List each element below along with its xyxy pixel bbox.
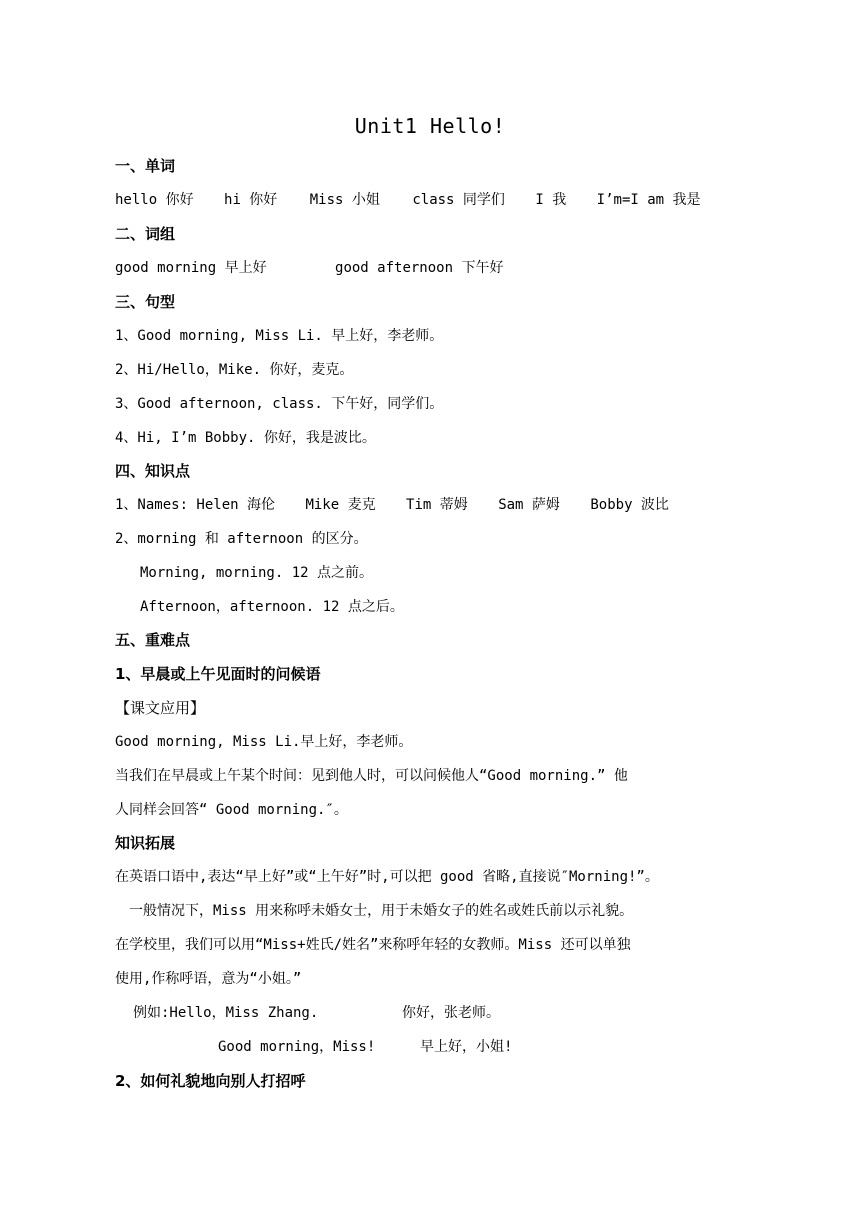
afternoon-line: Afternoon，afternoon. 12 点之后。 — [140, 599, 404, 615]
name-item: Bobby 波比 — [590, 497, 669, 513]
paragraph-line: 当我们在早晨或上午某个时间：见到他人时，可以问候他人“Good morning.” 他 — [115, 768, 628, 784]
phrase-item: good afternoon 下午好 — [335, 260, 504, 276]
paragraph-line: 人同样会回答“ Good morning.″。 — [115, 802, 348, 818]
name-item: Sam 萨姆 — [498, 497, 560, 513]
difficult-heading: 五、重难点 — [115, 631, 191, 649]
name-item: Mike 麦克 — [305, 497, 376, 513]
point1-heading: 1、早晨或上午见面时的问候语 — [115, 665, 321, 683]
name-item: 1、Names: Helen 海伦 — [115, 497, 276, 513]
knowledge-heading: 四、知识点 — [115, 462, 191, 480]
words-line — [115, 190, 701, 210]
sentences-heading: 三、句型 — [115, 293, 176, 311]
phrase-item: good morning 早上好 — [115, 260, 267, 276]
word-item: class 同学们 — [412, 192, 505, 208]
paragraph-line: 一般情况下，Miss 用来称呼未婚女士，用于未婚女子的姓名或姓氏前以示礼貌。 — [129, 903, 634, 919]
extension-heading: 知识拓展 — [115, 834, 176, 852]
sentence-item: 4、Hi, I’m Bobby. 你好，我是波比。 — [115, 430, 376, 446]
paragraph-line: 使用,作称呼语，意为“小姐。” — [115, 971, 302, 987]
name-item: Tim 蒂姆 — [406, 497, 468, 513]
word-item: hello 你好 — [115, 192, 194, 208]
words-heading: 一、单词 — [115, 157, 176, 175]
sentence-item: 1、Good morning, Miss Li. 早上好，李老师。 — [115, 328, 444, 344]
example-line: Good morning，Miss! — [218, 1039, 376, 1055]
paragraph-line: 在英语口语中,表达“早上好”或“上午好”时,可以把 good 省略,直接说″Morning!”。 — [115, 869, 659, 885]
page-title: Unit1 Hello! — [354, 114, 506, 138]
word-item: I 我 — [535, 192, 567, 208]
sentence-item: 3、Good afternoon, class. 下午好，同学们。 — [115, 396, 444, 412]
point2-heading: 2、如何礼貌地向别人打招呼 — [115, 1072, 306, 1090]
word-item: I’m=I am 我是 — [596, 192, 701, 208]
example-line-translation: 你好，张老师。 — [402, 1005, 500, 1021]
word-item: hi 你好 — [224, 192, 278, 208]
sentence-item: 2、Hi/Hello，Mike. 你好，麦克。 — [115, 362, 354, 378]
paragraph-line: 在学校里，我们可以用“Miss+姓氏/姓名”来称呼年轻的女教师。Miss 还可以单独 — [115, 937, 631, 953]
example-line: 例如:Hello，Miss Zhang. — [133, 1005, 319, 1021]
names-line — [115, 495, 669, 515]
difference-line: 2、morning 和 afternoon 的区分。 — [115, 531, 368, 547]
phrases-line — [115, 258, 503, 278]
word-item: Miss 小姐 — [309, 192, 380, 208]
example-line-translation: 早上好，小姐! — [420, 1039, 513, 1055]
morning-line: Morning, morning. 12 点之前。 — [140, 565, 374, 581]
lesson-application-label: 【课文应用】 — [115, 699, 206, 717]
phrases-heading: 二、词组 — [115, 225, 176, 243]
example-sentence: Good morning, Miss Li.早上好，李老师。 — [115, 734, 413, 750]
